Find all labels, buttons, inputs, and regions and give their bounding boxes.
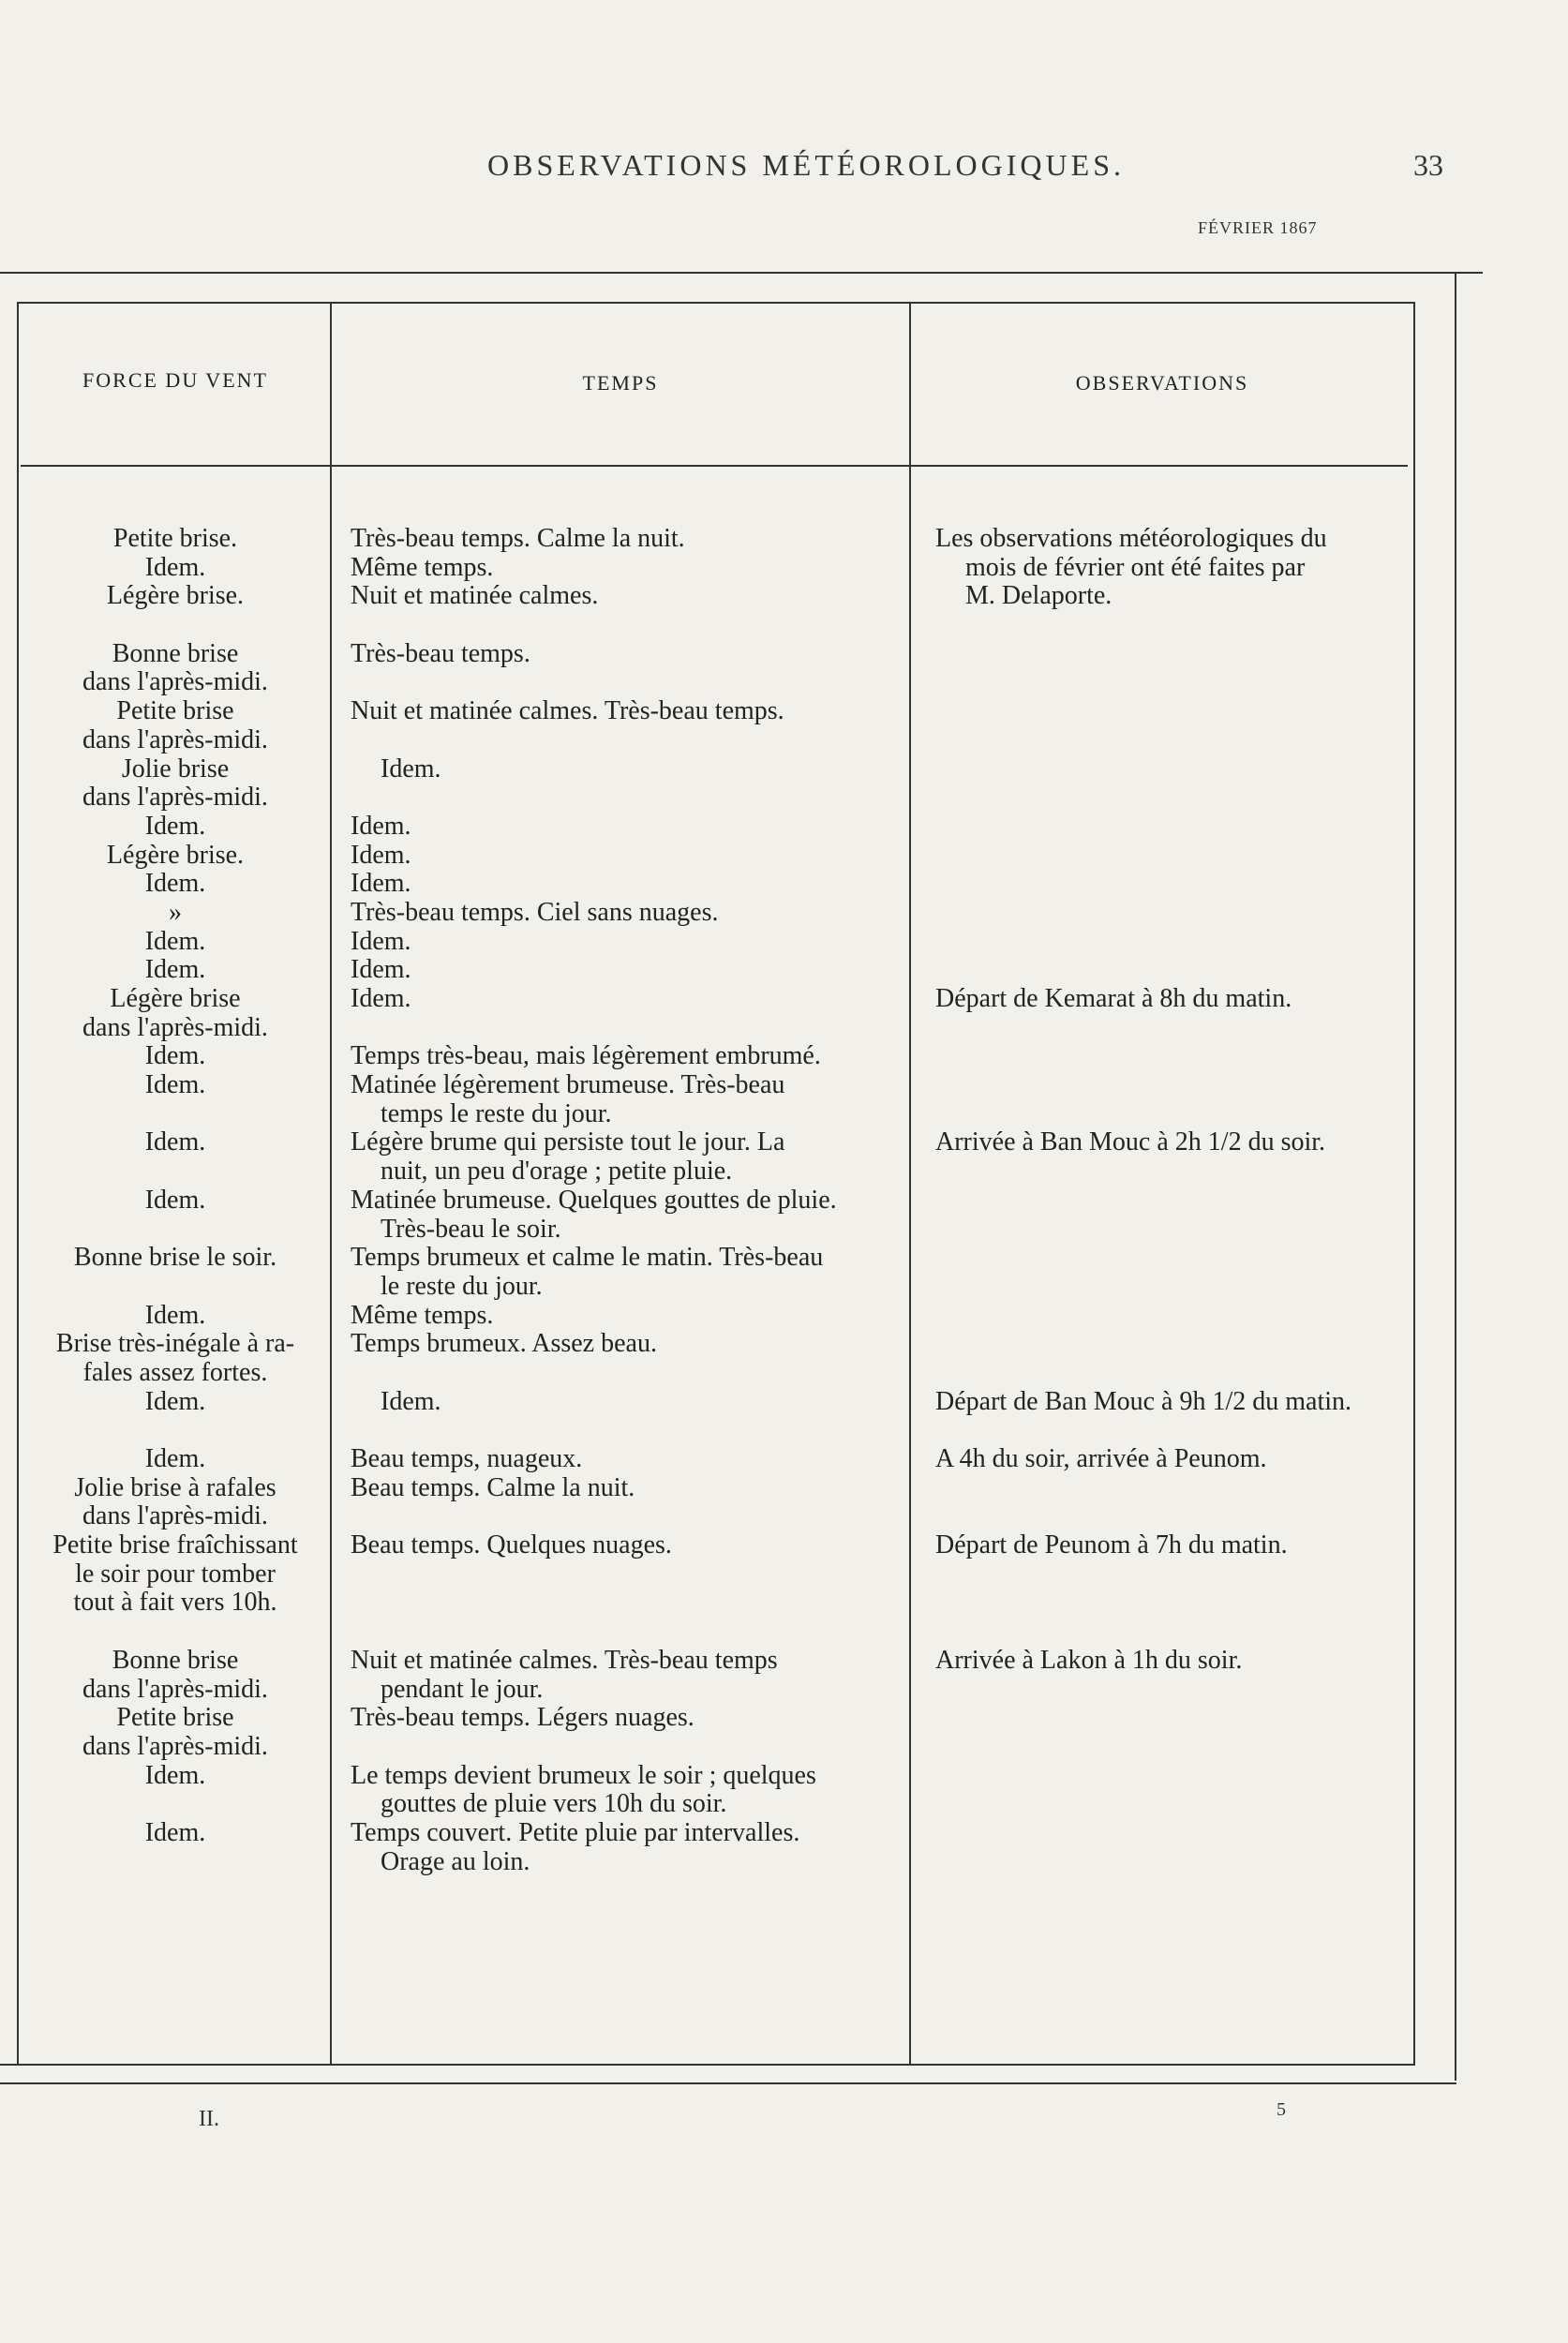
observations-cell: Départ de Ban Mouc à 9h 1/2 du matin. bbox=[935, 1386, 1352, 1416]
observations-cell bbox=[935, 1416, 1413, 1445]
temps-cell: Nuit et matinée calmes. Très-beau temps bbox=[351, 1645, 778, 1675]
observations-cell: Les observations météorologiques du bbox=[935, 524, 1327, 553]
force-du-vent-cell: Idem. bbox=[144, 955, 206, 985]
force-du-vent-cell: Légère brise bbox=[110, 984, 241, 1013]
force-du-vent-cell: dans l'après-midi. bbox=[82, 783, 268, 813]
temps-cell: Nuit et matinée calmes. bbox=[351, 581, 599, 611]
observations-cell bbox=[935, 1330, 1413, 1359]
observations-cell: Arrivée à Lakon à 1h du soir. bbox=[935, 1645, 1243, 1675]
force-du-vent-cell: Idem. bbox=[144, 926, 206, 956]
outer-right-border bbox=[1455, 272, 1456, 2081]
force-du-vent-cell: Brise très-inégale à ra- bbox=[55, 1329, 295, 1359]
force-du-vent-cell: Bonne brise le soir. bbox=[73, 1243, 277, 1273]
force-du-vent-cell bbox=[21, 1157, 330, 1186]
force-du-vent-cell: Idem. bbox=[144, 1444, 206, 1473]
observations-cell bbox=[935, 1186, 1413, 1216]
observations-cell: M. Delaporte. bbox=[965, 581, 1113, 611]
observations-cell: Départ de Kemarat à 8h du matin. bbox=[935, 984, 1292, 1013]
observations-cell bbox=[935, 755, 1413, 784]
table-header-top-line bbox=[17, 302, 1413, 304]
temps-cell: Idem. bbox=[351, 869, 411, 899]
table-left-border bbox=[17, 302, 19, 2064]
temps-cell bbox=[351, 1560, 909, 1589]
force-du-vent-cell: dans l'après-midi. bbox=[82, 1012, 268, 1042]
temps-cell: Idem. bbox=[351, 955, 411, 985]
observations-cell bbox=[935, 1014, 1413, 1043]
force-du-vent-cell: Idem. bbox=[144, 1386, 206, 1416]
temps-cell: Idem. bbox=[381, 754, 441, 783]
observations-cell bbox=[935, 640, 1413, 669]
temps-cell: nuit, un peu d'orage ; petite pluie. bbox=[381, 1157, 733, 1186]
column-header-temps: TEMPS bbox=[582, 371, 659, 395]
observations-cell bbox=[935, 697, 1413, 726]
observations-cell bbox=[935, 842, 1413, 871]
month-label: FÉVRIER 1867 bbox=[1198, 218, 1318, 237]
force-du-vent-cell: Idem. bbox=[144, 552, 206, 582]
temps-cell: Légère brume qui persiste tout le jour. La bbox=[351, 1127, 785, 1157]
temps-cell bbox=[351, 726, 909, 755]
observations-cell: A 4h du soir, arrivée à Peunom. bbox=[935, 1444, 1267, 1473]
temps-cell: Très-beau temps. Légers nuages. bbox=[351, 1703, 694, 1733]
observations-cell bbox=[935, 668, 1413, 697]
temps-cell: Matinée brumeuse. Quelques gouttes de pluie. bbox=[351, 1185, 837, 1215]
column-header-force-du-vent: FORCE DU VENT bbox=[82, 368, 268, 392]
temps-cell: Nuit et matinée calmes. Très-beau temps. bbox=[351, 696, 784, 726]
force-du-vent-cell: Idem. bbox=[144, 1817, 206, 1847]
page-title: OBSERVATIONS MÉTÉOROLOGIQUES. bbox=[487, 148, 1125, 182]
temps-cell bbox=[351, 1733, 909, 1762]
temps-cell: Idem. bbox=[351, 840, 411, 870]
force-du-vent-cell: dans l'après-midi. bbox=[82, 667, 268, 697]
temps-cell: Même temps. bbox=[351, 552, 494, 582]
observations-cell bbox=[935, 1157, 1413, 1186]
temps-cell: le reste du jour. bbox=[381, 1271, 543, 1301]
force-du-vent-cell bbox=[21, 1416, 330, 1445]
temps-cell: Temps couvert. Petite pluie par intervalles. bbox=[351, 1817, 800, 1847]
observations-cell bbox=[935, 1100, 1413, 1129]
temps-cell bbox=[351, 1014, 909, 1043]
force-du-vent-cell: dans l'après-midi. bbox=[82, 1674, 268, 1704]
column-header-observations: OBSERVATIONS bbox=[1075, 371, 1249, 395]
force-du-vent-cell: dans l'après-midi. bbox=[82, 724, 268, 754]
temps-cell: Même temps. bbox=[351, 1300, 494, 1330]
observations-cell bbox=[935, 1589, 1413, 1618]
force-du-vent-cell: Idem. bbox=[144, 1760, 206, 1790]
temps-cell: Beau temps, nuageux. bbox=[351, 1444, 583, 1473]
force-du-vent-cell: Légère brise. bbox=[106, 840, 245, 870]
header-bottom-line bbox=[21, 465, 1408, 467]
force-du-vent-cell: Idem. bbox=[144, 1185, 206, 1215]
force-du-vent-cell: » bbox=[169, 897, 182, 927]
force-du-vent-column bbox=[21, 525, 330, 1848]
temps-cell: temps le reste du jour. bbox=[381, 1098, 612, 1128]
temps-cell: Très-beau le soir. bbox=[381, 1214, 561, 1244]
outer-bottom-line bbox=[0, 2082, 1456, 2084]
observations-cell bbox=[935, 1244, 1413, 1273]
temps-cell bbox=[351, 668, 909, 697]
footer-signature: II. bbox=[199, 2107, 219, 2131]
temps-cell: Beau temps. Quelques nuages. bbox=[351, 1530, 672, 1560]
force-du-vent-cell bbox=[21, 1618, 330, 1647]
force-du-vent-cell: Légère brise. bbox=[106, 581, 245, 611]
temps-cell: Matinée légèrement brumeuse. Très-beau bbox=[351, 1070, 785, 1100]
temps-cell bbox=[351, 1416, 909, 1445]
temps-cell: Le temps devient brumeux le soir ; quelques bbox=[351, 1760, 816, 1790]
temps-cell: Temps très-beau, mais légèrement embrumé. bbox=[351, 1041, 821, 1071]
temps-cell: Temps brumeux et calme le matin. Très-beau bbox=[351, 1243, 824, 1273]
temps-cell: Temps brumeux. Assez beau. bbox=[351, 1329, 657, 1359]
force-du-vent-cell: Petite brise fraîchissant bbox=[52, 1530, 298, 1560]
force-du-vent-cell: fales assez fortes. bbox=[82, 1357, 268, 1387]
table-right-border bbox=[1413, 302, 1415, 2064]
observations-cell bbox=[935, 1560, 1413, 1589]
force-du-vent-cell: tout à fait vers 10h. bbox=[73, 1588, 277, 1618]
observations-cell bbox=[935, 870, 1413, 899]
observations-cell bbox=[935, 1273, 1413, 1302]
temps-cell bbox=[351, 1589, 909, 1618]
observations-column bbox=[935, 525, 1413, 1676]
observations-cell bbox=[935, 726, 1413, 755]
page-number: 33 bbox=[1413, 148, 1443, 182]
observations-cell bbox=[935, 1216, 1413, 1245]
col-divider-2 bbox=[909, 302, 911, 2064]
observations-cell bbox=[935, 899, 1413, 928]
force-du-vent-cell bbox=[21, 611, 330, 640]
force-du-vent-cell: Bonne brise bbox=[112, 638, 239, 668]
force-du-vent-cell: Jolie brise à rafales bbox=[74, 1472, 276, 1502]
temps-cell bbox=[351, 783, 909, 813]
force-du-vent-cell bbox=[21, 1100, 330, 1129]
observations-cell bbox=[935, 1502, 1413, 1531]
observations-cell bbox=[935, 1618, 1413, 1647]
table-bottom-line bbox=[0, 2064, 1415, 2066]
temps-cell: Très-beau temps. Ciel sans nuages. bbox=[351, 897, 719, 927]
observations-cell bbox=[935, 783, 1413, 813]
temps-cell: Idem. bbox=[381, 1386, 441, 1416]
table-top-rule bbox=[0, 272, 1483, 274]
force-du-vent-cell bbox=[21, 1790, 330, 1819]
observations-cell: Arrivée à Ban Mouc à 2h 1/2 du soir. bbox=[935, 1127, 1326, 1157]
observations-cell bbox=[935, 1042, 1413, 1071]
force-du-vent-cell: dans l'après-midi. bbox=[82, 1501, 268, 1531]
force-du-vent-cell: Bonne brise bbox=[112, 1645, 239, 1675]
temps-cell bbox=[351, 1618, 909, 1647]
temps-column bbox=[351, 525, 909, 1876]
observations-cell bbox=[935, 813, 1413, 842]
footer-sheet-number: 5 bbox=[1277, 2099, 1286, 2120]
observations-cell: Départ de Peunom à 7h du matin. bbox=[935, 1530, 1288, 1560]
observations-cell bbox=[935, 1071, 1413, 1100]
observations-cell bbox=[935, 956, 1413, 985]
force-du-vent-cell bbox=[21, 1216, 330, 1245]
temps-cell: Orage au loin. bbox=[381, 1846, 530, 1876]
observations-cell: mois de février ont été faites par bbox=[965, 552, 1306, 582]
observations-cell bbox=[935, 1302, 1413, 1331]
temps-cell: gouttes de pluie vers 10h du soir. bbox=[381, 1789, 727, 1819]
temps-cell: Beau temps. Calme la nuit. bbox=[351, 1472, 635, 1502]
temps-cell: Très-beau temps. bbox=[351, 638, 530, 668]
temps-cell bbox=[351, 1359, 909, 1388]
force-du-vent-cell: Idem. bbox=[144, 1300, 206, 1330]
force-du-vent-cell: Idem. bbox=[144, 1127, 206, 1157]
force-du-vent-cell: Petite brise bbox=[116, 696, 234, 726]
force-du-vent-cell: Idem. bbox=[144, 811, 206, 841]
force-du-vent-cell: Idem. bbox=[144, 1041, 206, 1071]
temps-cell: pendant le jour. bbox=[381, 1674, 544, 1704]
observations-cell bbox=[935, 611, 1413, 640]
force-du-vent-cell: Idem. bbox=[144, 1070, 206, 1100]
force-du-vent-cell: Jolie brise bbox=[121, 754, 230, 783]
temps-cell: Idem. bbox=[351, 811, 411, 841]
force-du-vent-cell: Petite brise. bbox=[112, 524, 238, 553]
col-divider-1 bbox=[330, 302, 332, 2064]
force-du-vent-cell: Idem. bbox=[144, 869, 206, 899]
temps-cell: Très-beau temps. Calme la nuit. bbox=[351, 524, 685, 553]
force-du-vent-cell: le soir pour tomber bbox=[75, 1559, 276, 1589]
temps-cell bbox=[351, 611, 909, 640]
observations-cell bbox=[935, 1474, 1413, 1503]
temps-cell: Idem. bbox=[351, 926, 411, 956]
observations-cell bbox=[935, 1359, 1413, 1388]
force-du-vent-cell bbox=[21, 1273, 330, 1302]
force-du-vent-cell: Petite brise bbox=[116, 1703, 234, 1733]
observations-cell bbox=[935, 928, 1413, 957]
temps-cell bbox=[351, 1502, 909, 1531]
force-du-vent-cell: dans l'après-midi. bbox=[82, 1731, 268, 1761]
temps-cell: Idem. bbox=[351, 984, 411, 1013]
